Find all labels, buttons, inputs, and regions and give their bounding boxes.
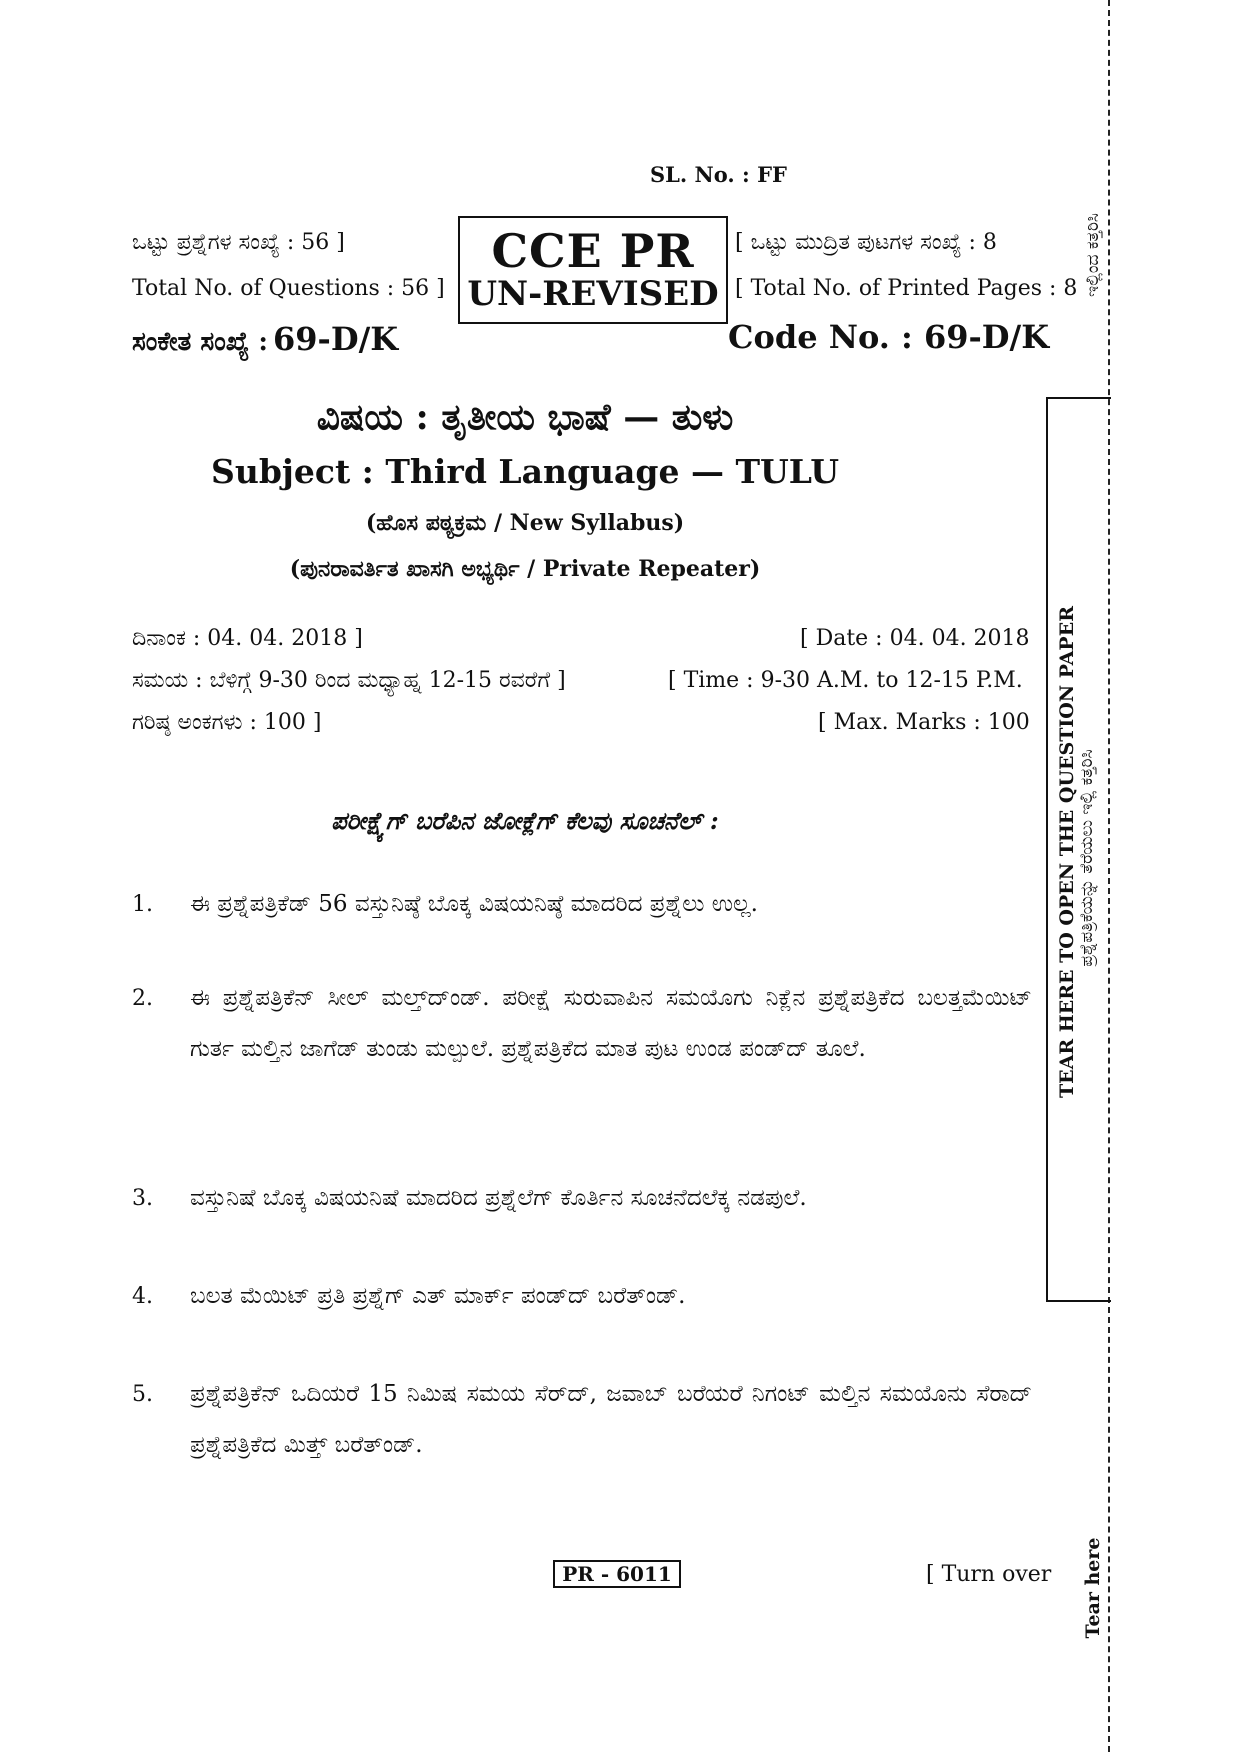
instruction-2-number: 2. <box>132 986 153 1011</box>
paper-code-box: PR - 6011 <box>553 1560 681 1588</box>
cce-pr-box <box>458 216 728 324</box>
candidate-line: (ಪುನರಾವರ್ತಿತ ಖಾಸಗಿ ಅಭ್ಯರ್ಥಿ / Private Repeater) <box>289 556 761 582</box>
time-kannada: ಸಮಯ : ಬೆಳಿಗ್ಗೆ 9-30 ರಿಂದ ಮಧ್ಯಾಹ್ನ 12-15 ರವರೆಗೆ ] <box>132 668 566 693</box>
instruction-3-text: ವಸ್ತುನಿಷೆ ಬೊಕ್ಕ ವಿಷಯನಿಷೆ ಮಾದರಿದ ಪ್ರಶ್ನೆಲೆಗ್ ಕೊರ್ತಿನ ಸೂಚನೆದಲೆಕ್ಕ ನಡಪುಲೆ. <box>190 1185 807 1211</box>
total-pages-kannada: [ ಒಟ್ಟು ಮುದ್ರಿತ ಪುಟಗಳ ಸಂಖ್ಯೆ : 8 <box>735 230 997 255</box>
instruction-5-number: 5. <box>132 1382 153 1407</box>
instruction-5-text: ಪ್ರಶ್ನೆಪತ್ರಿಕೆನ್ ಒದಿಯರೆ 15 ನಿಮಿಷ ಸಮಯ ಸೆರ್‌ದ್, ಜವಾಬ್ ಬರೆಯರೆ ನಿಗಂಟ್ ಮಲ್ತಿನ ಸಮಯೊನು ಸೆರಾದ್ ಪ್ರಶ್ನೆಪತ್ರಿಕೆದ ಮಿತ್ತ್ ಬರೆತ್‌ಂಡ್. <box>190 1381 1032 1458</box>
time-english: [ Time : 9-30 A.M. to 12-15 P.M. <box>668 668 1023 693</box>
instruction-1-number: 1. <box>132 892 153 917</box>
turn-over-label: [ Turn over <box>926 1562 1052 1587</box>
marks-english: [ Max. Marks : 100 <box>818 710 1030 735</box>
cce-subtitle: UN-REVISED <box>467 274 719 314</box>
instructions-heading: ಪರೀಕ್ಷ್ಯೆಗ್ ಬರೆಪಿನ ಜೋಕ್ಲೆಗ್ ಕೆಲವು ಸೂಚನೆಲ್ : <box>331 806 719 835</box>
marks-kannada: ಗರಿಷ್ಠ ಅಂಕಗಳು : 100 ] <box>132 710 322 735</box>
syllabus-line: (ಹೊಸ ಪಠ್ಯಕ್ರಮ / New Syllabus) <box>365 510 685 536</box>
tear-kannada-mid: ಪ್ರಶ್ನೆಪತ್ರಿಕೆಯನ್ನು ತೆರೆಯಲು ಇಲ್ಲಿ ಕತ್ತರಿಸಿ <box>1077 749 1097 967</box>
cce-title: CCE PR <box>491 224 695 278</box>
tear-here-label: Tear here <box>1082 1537 1104 1639</box>
total-pages-english: [ Total No. of Printed Pages : 8 <box>735 276 1078 301</box>
instruction-4-text: ಬಲತ ಮೆಯಿಟ್ ಪ್ರತಿ ಪ್ರಶ್ನೆಗ್ ಎತ್ ಮಾರ್ಕ್ ಪಂಡ್‌ದ್ ಬರೆತ್‌ಂಡ್. <box>190 1283 686 1309</box>
date-english: [ Date : 04. 04. 2018 <box>800 626 1030 651</box>
code-kannada-label: ಸಂಕೇತ ಸಂಖ್ಯೆ : <box>132 327 268 357</box>
tear-english-label: TEAR HERE TO OPEN THE QUESTION PAPER <box>1056 606 1078 1098</box>
date-kannada: ದಿನಾಂಕ : 04. 04. 2018 ] <box>132 626 363 651</box>
tear-kannada-top: ಇಲ್ಲಿಂದ ಕತ್ತರಿಸಿ <box>1083 213 1103 297</box>
serial-number: SL. No. : FF <box>650 162 787 187</box>
total-questions-english: Total No. of Questions : 56 ] <box>132 276 445 301</box>
subject-title-kannada: ವಿಷಯ : ತೃತೀಯ ಭಾಷೆ — ತುಳು <box>316 396 734 438</box>
code-number-kannada <box>132 320 398 358</box>
code-kannada-value: 69-D/K <box>273 320 399 358</box>
code-number-english: Code No. : 69-D/K <box>728 318 1050 356</box>
instruction-4-number: 4. <box>132 1284 153 1309</box>
instruction-2-text: ಈ ಪ್ರಶ್ನೆಪತ್ರಿಕೆನ್ ಸೀಲ್ ಮಲ್ತ್‌ದ್‌ಂಡ್. ಪರೀಕ್ಷೆ ಸುರುವಾಪಿನ ಸಮಯೊಗು ನಿಕ್ಲೆನ ಪ್ರಶ್ನೆಪತ್ರಿಕೆದ ಬಲತ್ತಮೆಯಿಟ್ ಗುರ್ತ ಮಲ್ತಿನ ಜಾಗೆಡ್ ತುಂಡು ಮಲ್ಪುಲೆ. ಪ್ರಶ್ನೆಪತ್ರಿಕೆದ ಮಾತ ಪುಟ ಉಂಡ ಪಂಡ್‌ದ್ ತೂಲೆ. <box>190 985 1032 1062</box>
instruction-1-text: ಈ ಪ್ರಶ್ನೆಪತ್ರಿಕೆಡ್ 56 ವಸ್ತುನಿಷ್ಠೆ ಬೊಕ್ಕ ವಿಷಯನಿಷ್ಠೆ ಮಾದರಿದ ಪ್ರಶ್ನೆಲು ಉಲ್ಲ. <box>190 891 758 917</box>
total-questions-kannada: ಒಟ್ಟು ಪ್ರಶ್ನೆಗಳ ಸಂಖ್ಯೆ : 56 ] <box>132 230 345 255</box>
instruction-3-number: 3. <box>132 1186 153 1211</box>
subject-title-english: Subject : Third Language — TULU <box>211 452 839 491</box>
